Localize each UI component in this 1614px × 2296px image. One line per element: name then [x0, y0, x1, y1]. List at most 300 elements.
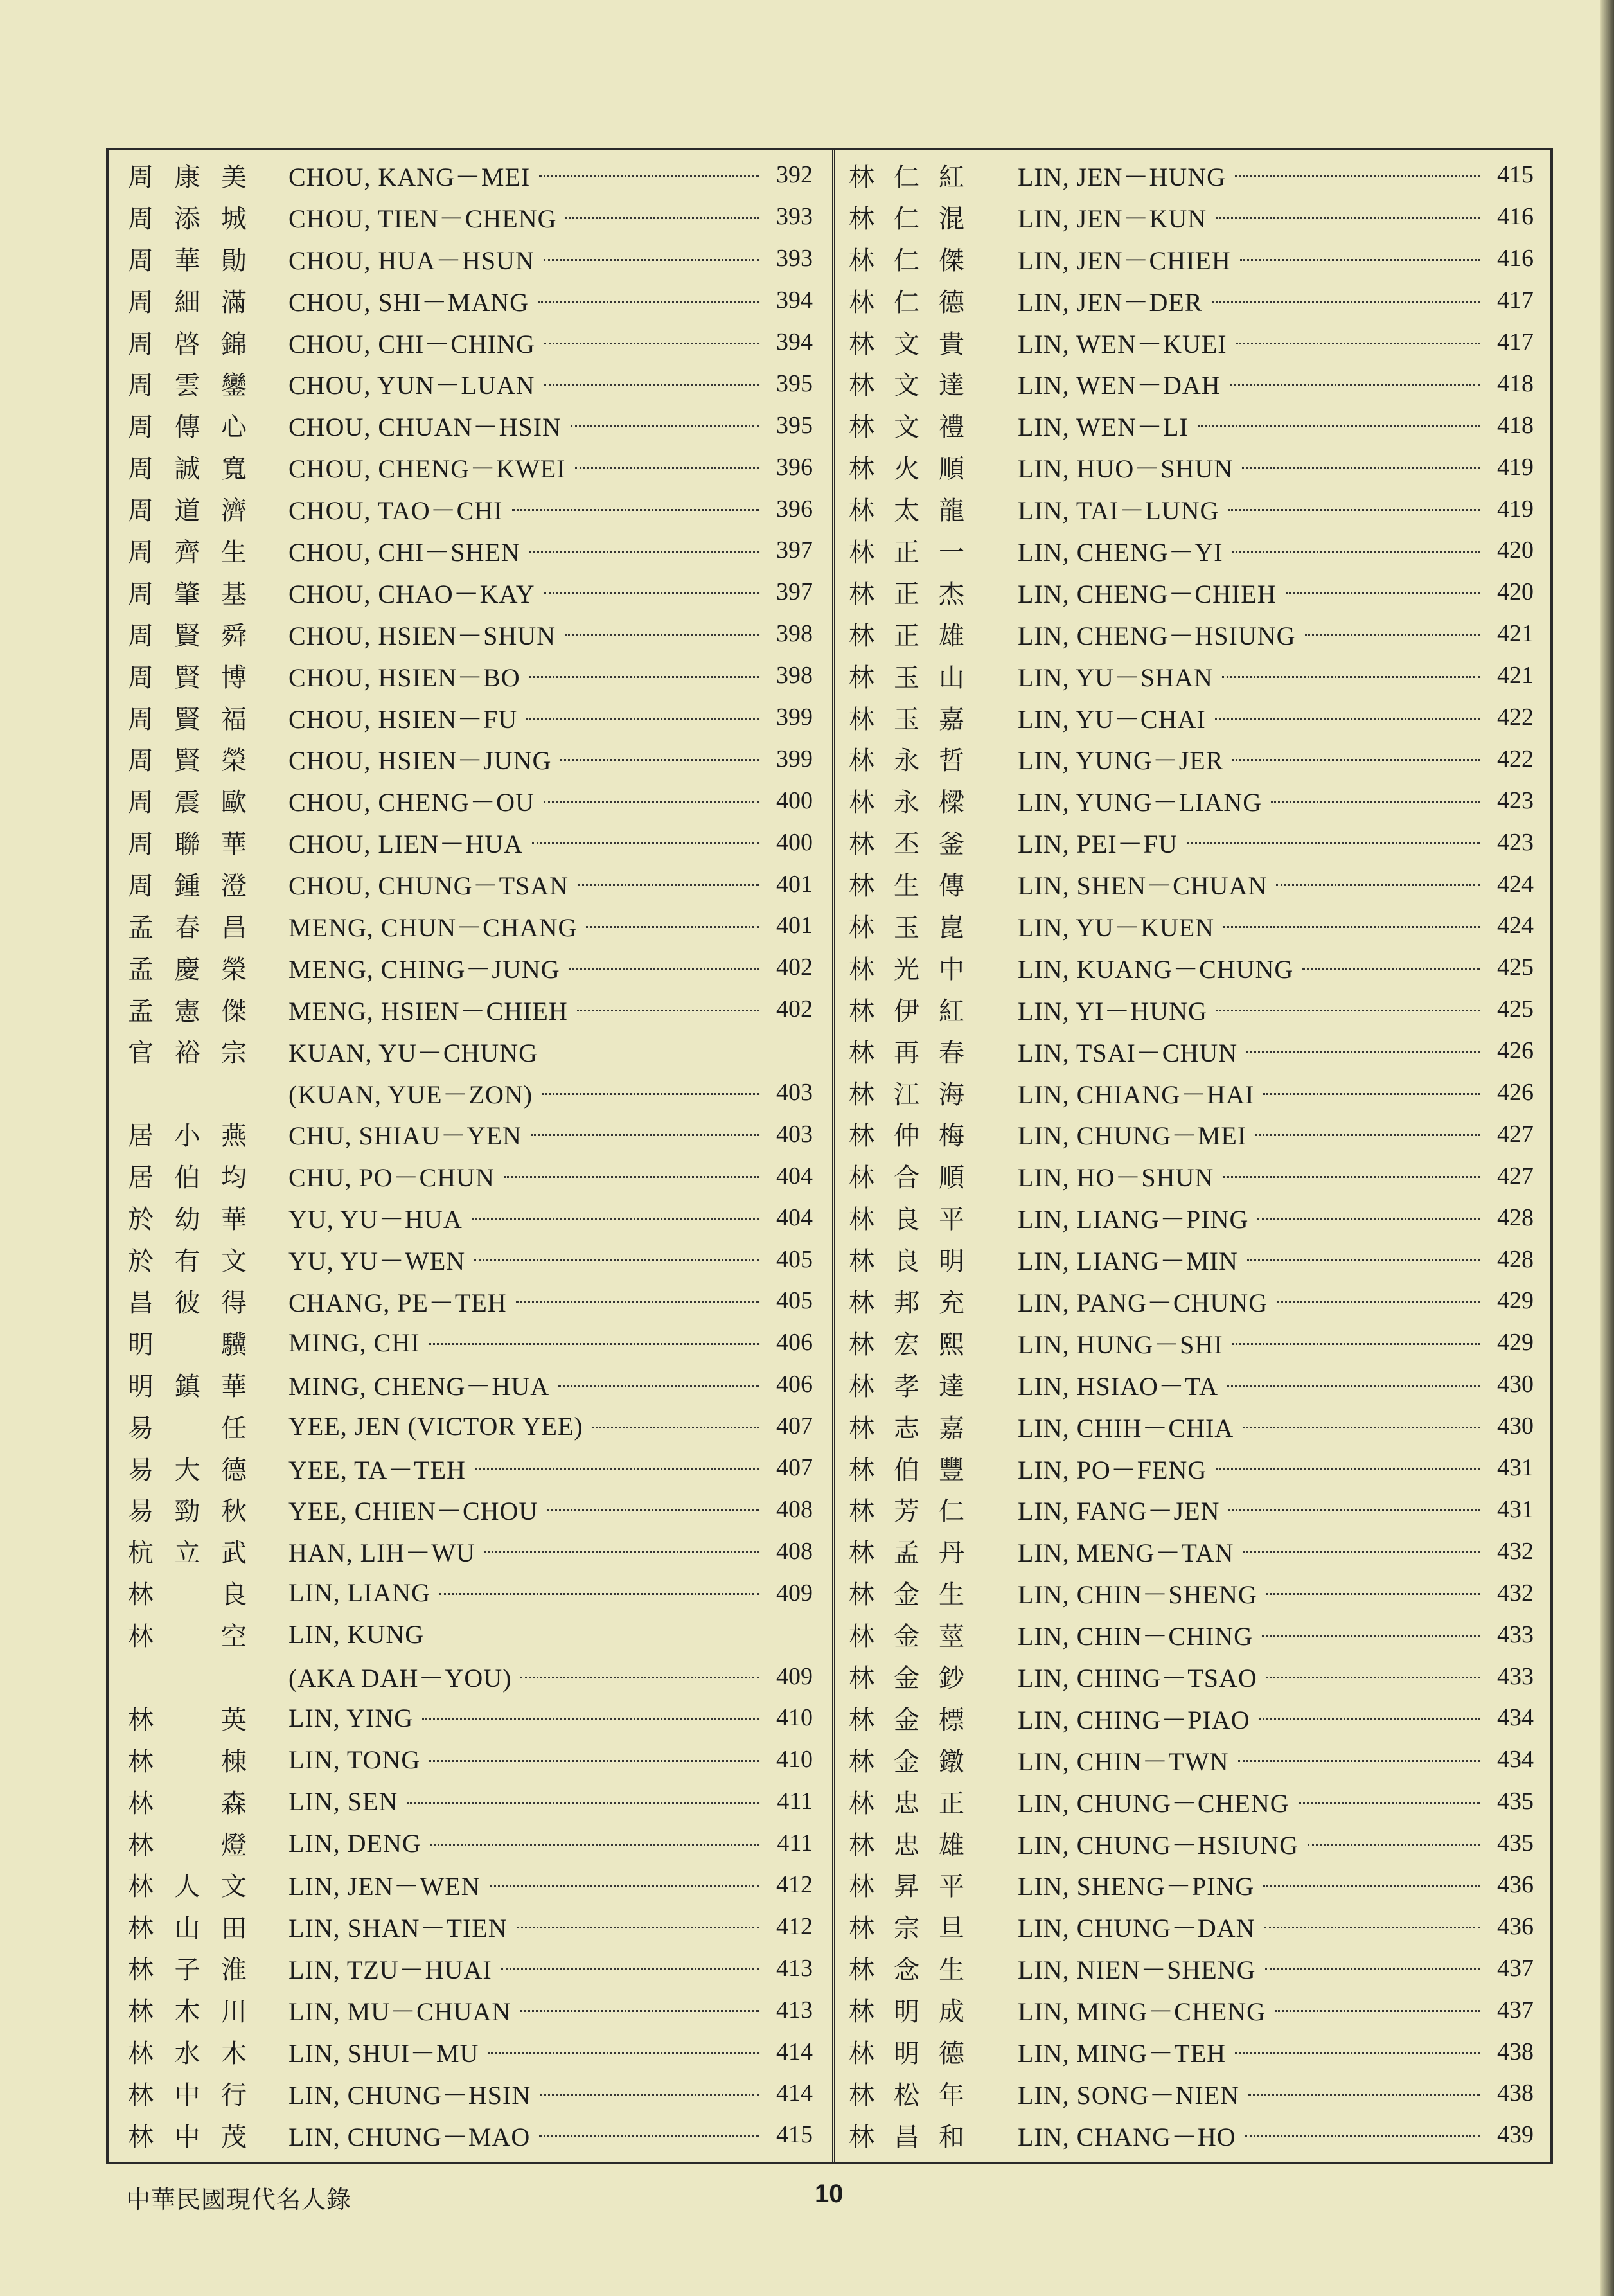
dot-leader — [1238, 1755, 1480, 1762]
chinese-name: 林仁德 — [849, 287, 964, 317]
page-reference: 405 — [776, 1245, 813, 1273]
index-entry — [128, 1864, 813, 1906]
dot-leader — [1243, 1421, 1480, 1428]
dot-leader — [1246, 1046, 1480, 1053]
romanized-name: LIN, JEN－DER — [1018, 287, 1203, 317]
index-entry — [849, 738, 1534, 779]
page-reference: 414 — [776, 2038, 813, 2065]
chinese-name: 林丕釜 — [849, 830, 964, 860]
romanized-name: YEE, CHIEN－CHOU — [288, 1497, 538, 1526]
dot-leader — [547, 1504, 759, 1511]
dot-leader — [488, 2047, 759, 2054]
romanized-name: HAN, LIH－WU — [288, 1538, 475, 1568]
dot-leader — [1236, 337, 1480, 344]
page-reference: 427 — [1497, 1120, 1534, 1148]
dot-leader — [429, 1755, 759, 1762]
romanized-name: LIN, CHIN－SHENG — [1018, 1580, 1257, 1610]
chinese-name: 林玉山 — [849, 663, 964, 693]
chinese-name: 林文貴 — [849, 329, 964, 359]
dot-leader — [474, 1254, 759, 1261]
page-reference: 409 — [776, 1662, 813, 1690]
page-reference: 418 — [1497, 369, 1534, 397]
romanized-name: CHOU, TIEN－CHENG — [288, 204, 557, 233]
chinese-name: 於有文 — [128, 1247, 247, 1277]
index-entry — [849, 988, 1534, 1030]
dot-leader — [1277, 1296, 1480, 1303]
romanized-name: LIN, TSAI－CHUN — [1018, 1038, 1238, 1067]
index-entry — [849, 779, 1534, 821]
dot-leader — [1240, 254, 1480, 261]
dot-leader — [475, 1463, 759, 1470]
index-entry — [128, 738, 813, 779]
romanized-name: LIN, CHING－PIAO — [1018, 1705, 1250, 1734]
page-reference: 404 — [776, 1204, 813, 1231]
dot-leader — [565, 212, 759, 219]
chinese-name: 林中茂 — [128, 2122, 247, 2152]
index-entry — [128, 1364, 813, 1405]
chinese-name: 昌彼得 — [128, 1288, 247, 1318]
index-entry — [849, 1530, 1534, 1572]
romanized-name: LIN, DENG — [288, 1828, 421, 1858]
romanized-name: LIN, SHAN－TIEN — [288, 1914, 508, 1943]
romanized-name: LIN, CHUNG－MEI — [1018, 1121, 1247, 1151]
dot-leader — [1212, 296, 1480, 303]
page-reference: 432 — [1497, 1537, 1534, 1565]
romanized-name: LIN, YING — [288, 1703, 414, 1732]
romanized-name: LIN, HUO－SHUN — [1018, 454, 1234, 484]
romanized-name: CHOU, HSIEN－SHUN — [288, 621, 556, 650]
page-reference: 397 — [776, 537, 813, 564]
chinese-name: 周賢博 — [128, 663, 247, 693]
chinese-name: 林忠正 — [849, 1788, 964, 1819]
index-entry — [849, 1364, 1534, 1405]
footer-book-title: 中華民國現代名人錄 — [126, 2185, 352, 2214]
chinese-name: 林邦充 — [849, 1288, 964, 1318]
chinese-name: 林明成 — [849, 1997, 964, 2027]
index-entry — [128, 1989, 813, 2031]
index-entry — [849, 404, 1534, 446]
dot-leader — [429, 1338, 759, 1345]
index-entry — [849, 863, 1534, 905]
page-reference: 437 — [1497, 1996, 1534, 2024]
page-reference: 407 — [776, 1412, 813, 1440]
romanized-name: CHOU, HSIEN－FU — [288, 704, 518, 734]
dot-leader — [1245, 2130, 1480, 2137]
chinese-name: 林孟丹 — [849, 1538, 964, 1569]
chinese-name: 林金莖 — [849, 1622, 964, 1652]
page-reference: 408 — [776, 1537, 813, 1565]
page-reference: 430 — [1497, 1371, 1534, 1398]
index-entry — [128, 446, 813, 488]
romanized-name: LIN, LIANG — [288, 1578, 431, 1608]
index-entry — [849, 1280, 1534, 1322]
page-reference: 439 — [1497, 2121, 1534, 2149]
index-entry — [128, 1238, 813, 1280]
chinese-name: 林光中 — [849, 954, 964, 984]
index-entry — [849, 1113, 1534, 1155]
chinese-name: 林玉嘉 — [849, 704, 964, 734]
dot-leader — [1247, 1254, 1480, 1261]
index-entry — [849, 1905, 1534, 1947]
romanized-name: LIN, TONG — [288, 1745, 421, 1774]
romanized-name: LIN, HUNG－SHI — [1018, 1330, 1223, 1359]
romanized-name: LIN, JEN－WEN — [288, 1872, 481, 1901]
dot-leader — [1215, 713, 1480, 720]
romanized-name: (AKA DAH－YOU) — [288, 1664, 512, 1693]
page-reference: 399 — [776, 704, 813, 731]
dot-leader — [1232, 1338, 1480, 1345]
index-entry — [849, 1614, 1534, 1655]
dot-leader — [540, 2088, 759, 2096]
index-entry — [849, 1238, 1534, 1280]
index-entry — [128, 1155, 813, 1197]
page-reference: 420 — [1497, 578, 1534, 606]
dot-leader — [539, 2130, 759, 2137]
dot-leader — [1235, 2047, 1480, 2054]
index-entry — [128, 1197, 813, 1238]
chinese-name: 林木川 — [128, 1997, 247, 2027]
page-reference: 413 — [776, 1954, 813, 1982]
romanized-name: KUAN, YU－CHUNG — [288, 1038, 538, 1067]
chinese-name: 林正一 — [849, 537, 964, 567]
index-entry — [128, 1905, 813, 1947]
chinese-name: 林良明 — [849, 1247, 964, 1277]
chinese-name: 林仁傑 — [849, 245, 964, 276]
chinese-name: 林正杰 — [849, 579, 964, 609]
page-reference: 416 — [1497, 245, 1534, 272]
dot-leader — [1266, 1671, 1480, 1678]
romanized-name: LIN, SHEN－CHUAN — [1018, 871, 1268, 901]
index-entry — [849, 1739, 1534, 1781]
romanized-name: CHOU, YUN－LUAN — [288, 371, 535, 400]
chinese-name: 林人文 — [128, 1872, 247, 1902]
romanized-name: LIN, YUNG－LIANG — [1018, 788, 1263, 817]
chinese-name: 周道濟 — [128, 496, 247, 526]
dot-leader — [472, 1213, 759, 1220]
dot-leader — [1228, 504, 1480, 511]
index-entry — [849, 2031, 1534, 2072]
page-reference: 413 — [776, 1996, 813, 2024]
romanized-name: CHOU, CHI－SHEN — [288, 537, 520, 567]
dot-leader — [490, 1880, 759, 1887]
chinese-name: 林合順 — [849, 1163, 964, 1193]
romanized-name: LIN, YU－CHAI — [1018, 704, 1206, 734]
chinese-name: 周啓錦 — [128, 329, 247, 359]
chinese-name: 林明德 — [849, 2039, 964, 2069]
romanized-name: LIN, HSIAO－TA — [1018, 1371, 1218, 1401]
dot-leader — [575, 462, 759, 469]
chinese-name: 明驥 — [128, 1330, 247, 1360]
chinese-name: 周雲鑾 — [128, 371, 247, 401]
index-entry — [128, 321, 813, 363]
page-reference: 412 — [776, 1871, 813, 1898]
index-entry — [128, 947, 813, 988]
page-reference: 429 — [1497, 1329, 1534, 1357]
chinese-name: 周震歐 — [128, 788, 247, 818]
page-reference: 402 — [776, 954, 813, 981]
page-reference: 393 — [776, 203, 813, 231]
chinese-name: 周賢舜 — [128, 621, 247, 651]
page-reference: 415 — [1497, 161, 1534, 189]
index-entry — [849, 1989, 1534, 2031]
page-reference: 429 — [1497, 1287, 1534, 1315]
index-entry — [849, 1864, 1534, 1906]
index-entry — [128, 1572, 813, 1614]
index-entry — [128, 655, 813, 697]
chinese-name: 林燈 — [128, 1830, 247, 1860]
chinese-name: 林宗旦 — [849, 1914, 964, 1944]
romanized-name: LIN, PEI－FU — [1018, 830, 1178, 859]
dot-leader — [1308, 1838, 1480, 1846]
page-reference: 438 — [1497, 2038, 1534, 2065]
dot-leader — [1216, 1004, 1480, 1011]
chinese-name: 周鍾澄 — [128, 871, 247, 902]
page-reference: 410 — [776, 1704, 813, 1732]
chinese-name: 林再春 — [849, 1038, 964, 1068]
dot-leader — [504, 1171, 759, 1178]
index-entry — [128, 1739, 813, 1781]
page-reference: 414 — [776, 2079, 813, 2107]
index-entry — [849, 697, 1534, 738]
dot-leader — [520, 1671, 759, 1678]
dot-leader — [516, 1296, 759, 1303]
romanized-name: CHOU, HSIEN－JUNG — [288, 746, 552, 776]
chinese-name: 林忠雄 — [849, 1830, 964, 1860]
page-reference: 431 — [1497, 1495, 1534, 1523]
index-entry — [128, 1530, 813, 1572]
page-reference: 426 — [1497, 1079, 1534, 1107]
page-reference: 399 — [776, 745, 813, 772]
romanized-name: LIN, KUANG－CHUNG — [1018, 954, 1294, 984]
dot-leader — [1302, 963, 1480, 970]
romanized-name: YEE, TA－TEH — [288, 1455, 466, 1484]
index-entry — [849, 321, 1534, 363]
chinese-name: 周傳心 — [128, 413, 247, 443]
page-reference: 404 — [776, 1162, 813, 1189]
dot-leader — [538, 296, 759, 303]
index-entry — [849, 1155, 1534, 1197]
page-reference: 421 — [1497, 662, 1534, 690]
page-reference: 434 — [1497, 1746, 1534, 1774]
romanized-name: LIN, WEN－DAH — [1018, 371, 1221, 400]
right-column — [835, 150, 1550, 2162]
index-entry — [849, 905, 1534, 947]
dot-leader — [544, 378, 759, 386]
chinese-name: 周誠寬 — [128, 454, 247, 485]
page-reference: 393 — [776, 245, 813, 272]
dot-leader — [1271, 796, 1480, 803]
chinese-name: 易任 — [128, 1413, 247, 1443]
page-reference: 422 — [1497, 745, 1534, 772]
dot-leader — [1275, 2005, 1480, 2012]
chinese-name: 周添城 — [128, 204, 247, 234]
page-reference: 419 — [1497, 453, 1534, 481]
page-reference: 423 — [1497, 828, 1534, 856]
chinese-name: 官裕宗 — [128, 1038, 247, 1068]
index-entry — [128, 404, 813, 446]
index-entry — [128, 905, 813, 947]
chinese-name: 林仲梅 — [849, 1121, 964, 1152]
page-reference: 431 — [1497, 1454, 1534, 1482]
romanized-name: LIN, SONG－NIEN — [1018, 2080, 1240, 2110]
romanized-name: YU, YU－WEN — [288, 1247, 466, 1276]
index-entry — [849, 446, 1534, 488]
romanized-name: LIN, SHENG－PING — [1018, 1872, 1255, 1901]
romanized-name: LIN, YU－SHAN — [1018, 663, 1213, 692]
page-reference: 427 — [1497, 1162, 1534, 1189]
romanized-name: LIN, CHUNG－HSIUNG — [1018, 1830, 1299, 1860]
page-reference: 430 — [1497, 1412, 1534, 1440]
page-reference: 401 — [776, 912, 813, 939]
romanized-name: LIN, YU－KUEN — [1018, 912, 1215, 942]
chinese-name: 林金鐓 — [849, 1747, 964, 1777]
page-reference: 425 — [1497, 995, 1534, 1023]
romanized-name: LIN, JEN－HUNG — [1018, 162, 1227, 191]
chinese-name: 周肇基 — [128, 579, 247, 609]
page-reference: 434 — [1497, 1704, 1534, 1732]
chinese-name: 林火順 — [849, 454, 964, 485]
index-entry — [128, 196, 813, 238]
dot-leader — [1198, 420, 1480, 427]
index-entry — [128, 530, 813, 571]
dot-leader — [1265, 1963, 1480, 1970]
romanized-name: LIN, CHIN－CHING — [1018, 1622, 1254, 1651]
page-reference: 417 — [1497, 328, 1534, 355]
romanized-name: CHANG, PE－TEH — [288, 1288, 507, 1317]
dot-leader — [422, 1713, 759, 1720]
dot-leader — [501, 1963, 759, 1970]
romanized-name: LIN, SHUI－MU — [288, 2039, 479, 2069]
chinese-name: 林金標 — [849, 1705, 964, 1735]
dot-leader — [439, 1588, 759, 1595]
index-entry — [128, 1280, 813, 1322]
index-entry — [128, 988, 813, 1030]
index-entry — [849, 1405, 1534, 1447]
index-entry — [128, 1947, 813, 1989]
page-reference: 398 — [776, 662, 813, 690]
romanized-name: LIN, MING－CHENG — [1018, 1997, 1266, 2027]
romanized-name: MING, CHENG－HUA — [288, 1371, 550, 1401]
index-entry — [128, 1072, 813, 1114]
romanized-name: LIN, CHIANG－HAI — [1018, 1080, 1255, 1109]
dot-leader — [1216, 212, 1480, 219]
dot-leader — [1262, 1630, 1480, 1637]
dot-leader — [1248, 2088, 1480, 2096]
dot-leader — [1276, 879, 1480, 886]
chinese-name: 易勁秋 — [128, 1497, 247, 1527]
page-reference: 426 — [1497, 1037, 1534, 1065]
page-reference: 424 — [1497, 912, 1534, 939]
dot-leader — [1235, 170, 1480, 177]
dot-leader — [1305, 629, 1480, 636]
chinese-name: 林文禮 — [849, 413, 964, 443]
name-index-table — [106, 148, 1553, 2164]
dot-leader — [1255, 1129, 1480, 1136]
dot-leader — [577, 1004, 759, 1011]
romanized-name: LIN, MING－TEH — [1018, 2039, 1227, 2069]
page-reference: 419 — [1497, 495, 1534, 522]
dot-leader — [569, 963, 759, 970]
chinese-name: 林伯豐 — [849, 1455, 964, 1485]
chinese-name: 孟春昌 — [128, 912, 247, 943]
index-entry — [849, 2072, 1534, 2114]
romanized-name: LIN, CHIN－TWN — [1018, 1747, 1229, 1776]
left-column — [109, 150, 835, 2162]
page-edge-shadow — [1600, 0, 1614, 2296]
chinese-name: 於幼華 — [128, 1205, 247, 1235]
romanized-name: LIN, LIANG－MIN — [1018, 1247, 1238, 1276]
index-entry — [128, 1447, 813, 1489]
chinese-name: 周賢福 — [128, 704, 247, 734]
page-reference: 421 — [1497, 620, 1534, 648]
romanized-name: CHOU, LIEN－HUA — [288, 830, 524, 859]
dot-leader — [1223, 921, 1480, 928]
index-entry — [128, 1322, 813, 1364]
chinese-name: 林仁混 — [849, 204, 964, 234]
dot-leader — [586, 921, 759, 928]
chinese-name: 林生傳 — [849, 871, 964, 902]
dot-leader — [1286, 587, 1480, 594]
romanized-name: CHOU, CHENG－KWEI — [288, 454, 566, 484]
dot-leader — [1299, 1797, 1480, 1804]
romanized-name: MENG, CHING－JUNG — [288, 954, 560, 984]
index-entry — [128, 1489, 813, 1531]
dot-leader — [529, 671, 759, 678]
index-entry — [128, 1405, 813, 1447]
romanized-name: LIN, MENG－TAN — [1018, 1538, 1234, 1568]
index-entry — [849, 196, 1534, 238]
page-reference: 406 — [776, 1371, 813, 1398]
chinese-name: 居小燕 — [128, 1121, 247, 1152]
romanized-name: LIN, SEN — [288, 1786, 398, 1816]
index-entry — [849, 821, 1534, 863]
romanized-name: LIN, WEN－KUEI — [1018, 329, 1227, 359]
dot-leader — [1222, 671, 1480, 678]
dot-leader — [526, 713, 759, 720]
romanized-name: (KUAN, YUE－ZON) — [288, 1080, 533, 1109]
index-entry — [849, 1572, 1534, 1614]
romanized-name: CHU, SHIAU－YEN — [288, 1121, 522, 1151]
chinese-name: 林正雄 — [849, 621, 964, 651]
chinese-name: 周聯華 — [128, 830, 247, 860]
index-entry — [128, 362, 813, 404]
chinese-name: 林志嘉 — [849, 1413, 964, 1443]
page-reference: 428 — [1497, 1245, 1534, 1273]
dot-leader — [578, 879, 759, 886]
index-entry — [849, 280, 1534, 321]
chinese-name: 林良 — [128, 1580, 247, 1610]
dot-leader — [531, 1129, 759, 1136]
page-reference: 407 — [776, 1454, 813, 1482]
page-reference: 400 — [776, 828, 813, 856]
dot-leader — [520, 2005, 759, 2012]
page-reference: 409 — [776, 1579, 813, 1606]
chinese-name: 居伯均 — [128, 1163, 247, 1193]
index-entry — [849, 362, 1534, 404]
page-reference: 395 — [776, 411, 813, 439]
index-entry — [128, 1113, 813, 1155]
romanized-name: LIN, NIEN－SHENG — [1018, 1955, 1256, 1985]
index-entry — [128, 1614, 813, 1655]
chinese-name: 林山田 — [128, 1914, 247, 1944]
page-reference: 420 — [1497, 537, 1534, 564]
dot-leader — [1228, 1504, 1480, 1511]
page-reference: 400 — [776, 787, 813, 814]
dot-leader — [544, 254, 759, 261]
index-entry — [849, 1822, 1534, 1864]
page-reference: 417 — [1497, 287, 1534, 314]
index-entry — [128, 1655, 813, 1697]
